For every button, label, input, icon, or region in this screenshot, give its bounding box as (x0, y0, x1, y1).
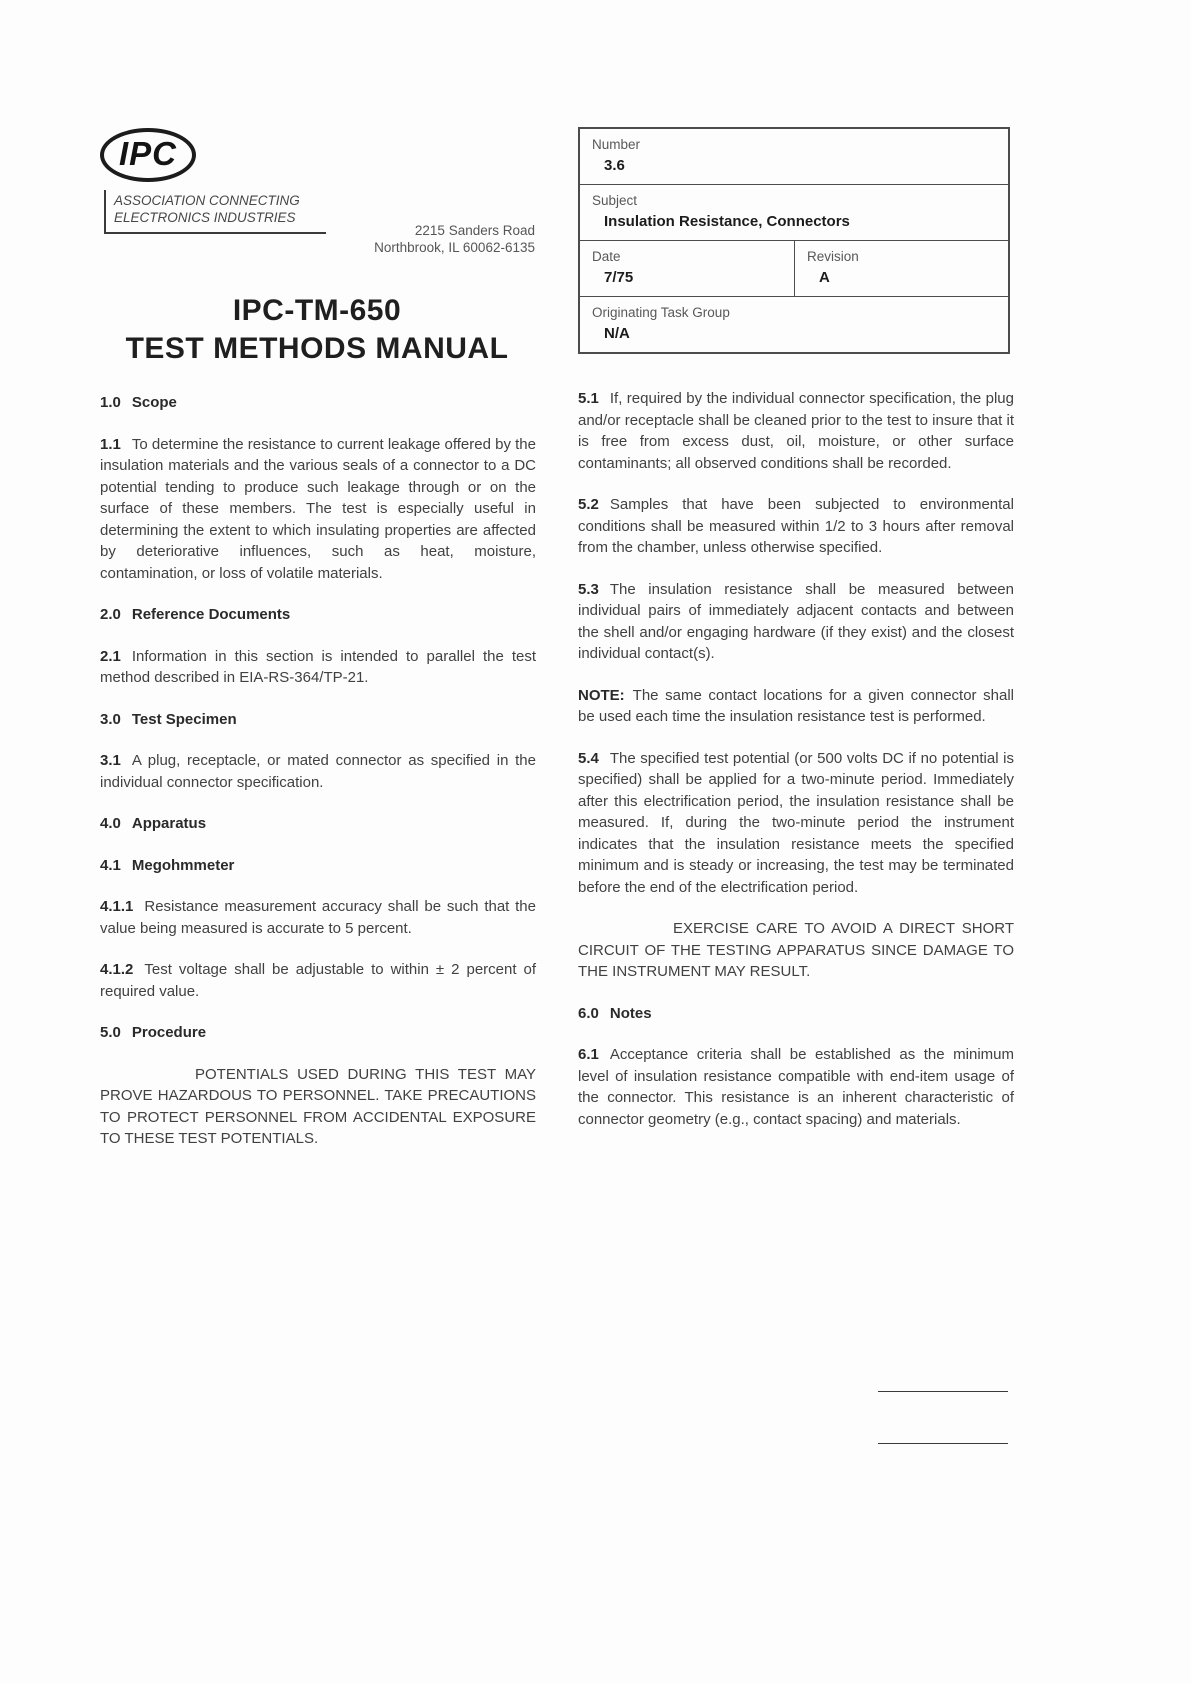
section-heading (100, 855, 536, 877)
section-number: 1.0 (100, 394, 121, 411)
address-block (295, 222, 535, 256)
document-title (96, 292, 538, 368)
warning-paragraph (100, 1064, 536, 1150)
subject-label: Subject (592, 193, 638, 208)
section-number: 4.1.2 (100, 961, 134, 978)
info-cell-revision (795, 241, 1008, 296)
section-number: 3.0 (100, 710, 121, 728)
section-number: 5.1 (578, 390, 599, 407)
body-text: Samples that have been subjected to environmental conditions shall be measured within 1/2 to 3 hours after removal from the chamber, unless otherwise specified. (578, 496, 1014, 556)
info-row-date-revision (580, 241, 1008, 297)
section-title: Reference Documents (131, 606, 291, 623)
section-title: Procedure (131, 1024, 207, 1041)
section-number: 2.0 (100, 606, 121, 623)
warning-paragraph (578, 918, 1014, 983)
paragraph (578, 388, 1014, 474)
section-number: 5.4 (578, 749, 599, 767)
section-title: Apparatus (131, 815, 207, 832)
section-heading (100, 604, 536, 626)
paragraph (100, 434, 536, 585)
address-line2: Northbrook, IL 60062-6135 (374, 240, 535, 255)
letterhead (100, 128, 326, 234)
body-text: To determine the resistance to current leakage offered by the insulation materials and the various seals of a connector to a DC potential tending to produce such leakage through or on the surface of these members. The test is especially useful in determining the extent to which insulating properties are affected by deteriorative influences, such as heat, moisture, contamination, or loss of volatile materials. (100, 435, 536, 582)
paragraph (100, 646, 536, 689)
section-number: 4.1.1 (100, 898, 134, 915)
paragraph (100, 750, 536, 793)
body-text: A plug, receptacle, or mated connector as specified in the individual connector specification. (100, 752, 536, 791)
section-heading (100, 813, 536, 835)
section-number: 4.1 (100, 856, 121, 874)
section-title: Scope (131, 394, 177, 411)
revision-value: A (819, 269, 830, 286)
org-name-line1: ASSOCIATION CONNECTING (114, 193, 300, 208)
section-number: 2.1 (100, 647, 121, 665)
ipc-logo (100, 128, 196, 182)
task-group-value: N/A (604, 325, 630, 342)
body-text: EXERCISE CARE TO AVOID A DIRECT SHORT CIRCUIT OF THE TESTING APPARATUS SINCE DAMAGE TO THE INSTRUMENT MAY RESULT. (578, 920, 1014, 980)
left-column (100, 388, 536, 1170)
body-text: The same contact locations for a given connector shall be used each time the insulation resistance test is performed. (578, 686, 1014, 725)
document-title-line1: IPC-TM-650 (232, 294, 402, 327)
info-row-task-group (580, 297, 1008, 352)
section-number: 5.0 (100, 1024, 121, 1041)
note-paragraph (578, 685, 1014, 728)
section-heading (100, 1022, 536, 1044)
body-text: The insulation resistance shall be measured between individual pairs of immediately adjacent contacts and between the shell and/or engaging hardware (if they exist) and the closest individual contact(s). (578, 580, 1014, 662)
section-title: Megohmmeter (131, 856, 235, 874)
section-number: NOTE: (578, 686, 625, 704)
document-title-line2: TEST METHODS MANUAL (125, 332, 509, 365)
revision-label: Revision (807, 249, 859, 264)
signature-line-2 (878, 1443, 1008, 1444)
body-text: Test voltage shall be adjustable to within ± 2 percent of required value. (100, 961, 536, 1000)
task-group-label: Originating Task Group (592, 305, 730, 320)
info-table (578, 127, 1010, 354)
info-row-subject (580, 185, 1008, 241)
paragraph (578, 1044, 1014, 1130)
section-number: 3.1 (100, 752, 121, 769)
date-label: Date (592, 249, 621, 264)
section-number: 5.2 (578, 496, 599, 513)
org-name-block (104, 190, 326, 234)
ipc-logo-text: IPC (118, 135, 177, 172)
paragraph (578, 748, 1014, 899)
section-title: Notes (609, 1004, 652, 1022)
paragraph (578, 494, 1014, 559)
body-text: If, required by the individual connector specification, the plug and/or receptacle shall be cleaned prior to the test to insure that it is free from excess dust, oil, moisture, or other surface contaminants; all observed conditions shall be recorded. (578, 390, 1014, 472)
body-text: The specified test potential (or 500 volts DC if no potential is specified) shall be applied for a two-minute period. Immediately after this electrification period, the insulation resistance shall be measured. If, during the two-minute period the instrument indicates that the insulation resistance meets the specified minimum and is steady or increasing, the test may be terminated before the end of the electrification period. (578, 749, 1014, 896)
section-number: 6.1 (578, 1046, 599, 1063)
body-text: POTENTIALS USED DURING THIS TEST MAY PROVE HAZARDOUS TO PERSONNEL. TAKE PRECAUTIONS TO PROTECT PERSONNEL FROM ACCIDENTAL EXPOSURE TO THESE TEST POTENTIALS. (100, 1065, 536, 1147)
subject-value: Insulation Resistance, Connectors (604, 213, 850, 230)
number-value: 3.6 (604, 157, 625, 174)
section-number: 5.3 (578, 580, 599, 598)
section-number: 1.1 (100, 435, 121, 453)
section-title: Test Specimen (131, 710, 237, 728)
section-number: 4.0 (100, 815, 121, 832)
date-value: 7/75 (604, 269, 634, 286)
section-number: 6.0 (578, 1004, 599, 1022)
paragraph (100, 896, 536, 939)
right-column (578, 388, 1014, 1150)
body-text: Information in this section is intended to parallel the test method described in EIA-RS-364/TP-21. (100, 647, 536, 686)
org-name-line2: ELECTRONICS INDUSTRIES (114, 210, 296, 225)
info-cell-date (580, 241, 795, 296)
paragraph (578, 579, 1014, 665)
paragraph (100, 959, 536, 1002)
section-heading (100, 392, 536, 414)
body-text: Resistance measurement accuracy shall be such that the value being measured is accurate to 5 percent. (100, 898, 536, 937)
signature-line-1 (878, 1391, 1008, 1392)
address-line1: 2215 Sanders Road (414, 223, 535, 238)
body-text: Acceptance criteria shall be established as the minimum level of insulation resistance compatible with end-item usage of the connector. This resistance is an inherent characteristic of connector geometry (e.g., contact spacing) and materials. (578, 1046, 1014, 1128)
number-label: Number (592, 137, 641, 152)
info-row-number (580, 129, 1008, 185)
section-heading (578, 1003, 1014, 1025)
section-heading (100, 709, 536, 731)
